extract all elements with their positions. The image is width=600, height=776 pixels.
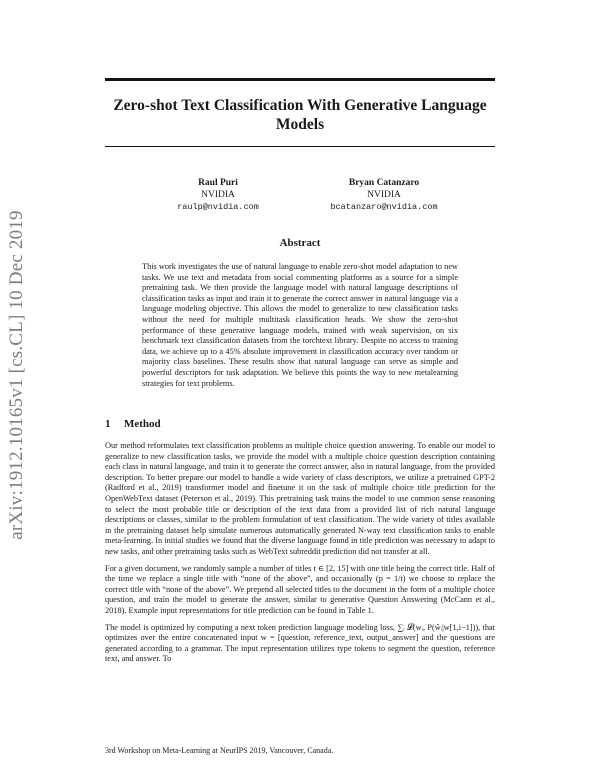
paper-title: Zero-shot Text Classification With Generative Language Models xyxy=(113,97,487,133)
author-block xyxy=(304,177,464,213)
section-heading xyxy=(105,418,161,430)
title-rule-bottom xyxy=(105,146,495,147)
venue-footnote: 3rd Workshop on Meta-Learning at NeurIPS 2019, Vancouver, Canada. xyxy=(105,746,334,755)
section-number: 1 xyxy=(105,418,111,430)
body-paragraph: The model is optimized by computing a next token prediction language modeling loss, ∑ᵢ 𝓛(wᵢ, P(ŵᵢ|w[1,i−1])), that optimizes over the entire concatenated input w = [question, reference_text, output_answer] and the questions are generated according to a grammar. The input representation utilizes type tokens to segment the question, reference text, and answer. To xyxy=(105,622,495,664)
author-email: bcatanzaro@nvidia.com xyxy=(330,202,438,212)
author-email: raulp@nvidia.com xyxy=(177,202,259,212)
section-body xyxy=(105,441,495,671)
section-title: Method xyxy=(124,418,161,430)
author-affiliation: NVIDIA xyxy=(367,190,401,200)
author-affiliation: NVIDIA xyxy=(201,190,235,200)
arxiv-identifier xyxy=(4,205,30,545)
author-name: Bryan Catanzaro xyxy=(348,178,420,188)
abstract-heading: Abstract xyxy=(279,237,321,249)
body-paragraph: Our method reformulates text classification problems as multiple choice question answering. To enable our model to generalize to new classification tasks, we provide the model with a multiple choice question description containing each class in natural language, and train it to generate the correct answer, also in natural language, from the provided description. To better prepare our model to handle a wide variety of class descriptors, we utilize a pretrained GPT-2 (Radford et al., 2019) transformer model and finetune it on the task of multiple choice title prediction for the OpenWebText dataset (Peterson et al., 2019). This pretraining task trains the model to use common sense reasoning to select the most probable title or description of the text data from a provided list of rich natural language descriptions or classes, similar to the problem formulation of text classification. The wide variety of titles available in the pretraining dataset help simulate numerous automatically generated N-way text classification tasks to enable meta-learning. In initial studies we found that the diverse language found in title prediction was necessary to adapt to new tasks, and other pretraining tasks such as WebText subreddit prediction did not transfer at all. xyxy=(105,441,495,556)
abstract-text: This work investigates the use of natural language to enable zero-shot model adaptation to new tasks. We use text and metadata from social commenting platforms as a source for a simple pretraining task. We then provide the language model with natural language descriptions of classification tasks as input and train it to generate the correct answer in natural language via a language modeling objective. This allows the model to generalize to new classification tasks without the need for multiple multitask classification heads. We show the zero-shot performance of these generative language models, trained with weak supervision, on six benchmark text classification datasets from the torchtext library. Despite no access to training data, we achieve up to a 45% absolute improvement in classification accuracy over random or majority class baselines. These results show that natural language can serve as simple and powerful descriptors for task adaptation. We believe this points the way to new metalearning strategies for text problems. xyxy=(142,262,458,388)
author-name: Raul Puri xyxy=(198,178,238,188)
body-paragraph: For a given document, we randomly sample a number of titles t ∈ [2, 15] with one title being the correct title. Half of the time we replace a single title with “none of the above”, and occasionally (p = 1/t) we choose to replace the correct title with “none of the above”. We prepend all selected titles to the document in the form of a multiple choice question, and train the model to generate the answer, similar to generative Question Answering (McCann et al., 2018). Example input representations for title prediction can be found in Table 1. xyxy=(105,563,495,615)
title-rule-top xyxy=(105,78,495,81)
arxiv-identifier-text: arXiv:1912.10165v1 [cs.CL] 10 Dec 2019 xyxy=(6,210,27,540)
author-block xyxy=(138,177,298,213)
